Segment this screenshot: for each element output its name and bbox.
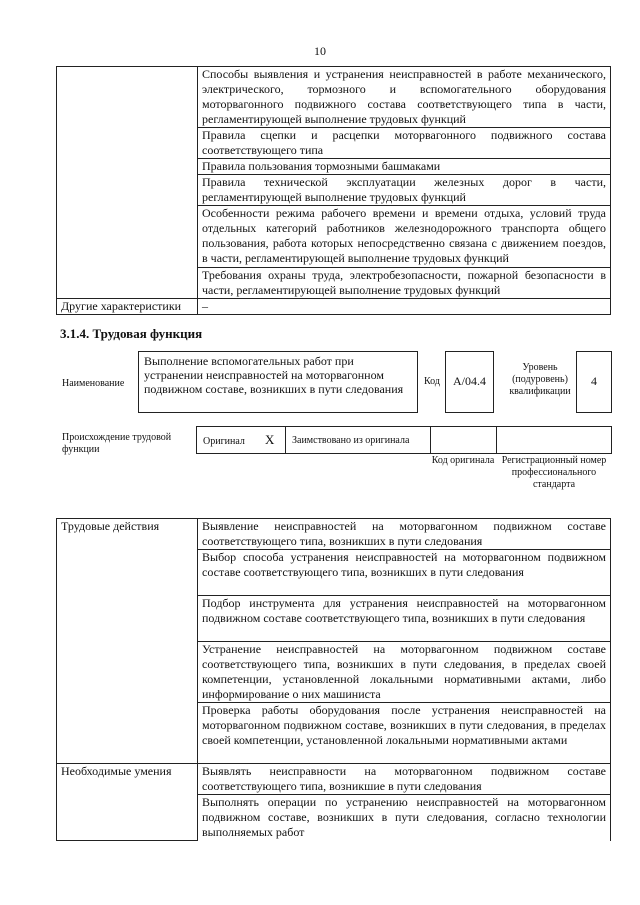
actions-table (56, 518, 611, 841)
borrowed-label: Заимствовано из оригинала (292, 435, 410, 446)
knowledge-table (56, 66, 611, 315)
knowledge-item: Способы выявления и устранения неисправностей в работе механического, электрического, тормозного и вспомогательного оборудования моторвагонного подвижного состава соответствующего типа в части, регламентирующей выполнение трудовых функций (198, 67, 611, 128)
registration-number-cell (496, 426, 612, 454)
code-value: A/04.4 (453, 374, 486, 388)
knowledge-item: Правила пользования тормозными башмаками (198, 159, 611, 175)
level-label: Уровень (подуровень) квалификации (509, 362, 571, 397)
skill-item: Выявлять неисправности на моторвагонном подвижном составе соответствующего типа, возникшие в пути следования (198, 764, 611, 795)
name-value: Выполнение вспомогательных работ при устранении неисправностей на моторвагонном подвижном составе, возникших в пути следования (144, 354, 404, 396)
page-number: 10 (314, 44, 326, 58)
labor-action-item: Выявление неисправностей на моторвагонном подвижном составе соответствующего типа, возникших в пути следования (198, 519, 611, 550)
knowledge-label-cell (57, 67, 198, 299)
level-box (576, 351, 612, 413)
original-label: Оригинал (203, 436, 245, 447)
registration-number-caption: Регистрационный номер профессионального стандарта (501, 455, 607, 490)
labor-actions-label: Трудовые действия (57, 519, 198, 764)
name-box (138, 351, 418, 413)
knowledge-item: Правила технической эксплуатации железных дорог в части, регламентирующей выполнение трудовых функций (198, 175, 611, 206)
code-box (445, 351, 494, 413)
labor-action-item: Проверка работы оборудования после устранения неисправностей на моторвагонном подвижном составе, возникших в пути следования, в пределах своей компетенции, установленной локальными нормативными актами (198, 703, 611, 764)
skill-item: Выполнять операции по устранению неисправностей на моторвагонном подвижном составе, возникших в пути следования, согласно технологии выполняемых работ (198, 795, 611, 841)
labor-action-item: Выбор способа устранения неисправностей на моторвагонном подвижном составе соответствующего типа, возникших в пути следования (198, 550, 611, 596)
original-code-cell (430, 426, 498, 454)
name-label: Наименование (62, 378, 125, 389)
required-skills-label: Необходимые умения (57, 764, 198, 841)
section-heading: 3.1.4. Трудовая функция (60, 326, 203, 341)
knowledge-item: Требования охраны труда, электробезопасности, пожарной безопасности в части, регламентирующей выполнение трудовых функций (198, 268, 611, 299)
other-characteristics-value: – (198, 299, 611, 315)
origin-label: Происхождение трудовой функции (62, 432, 172, 455)
labor-action-item: Подбор инструмента для устранения неисправностей на моторвагонном подвижном составе соответствующего типа, возникших в пути следования (198, 596, 611, 642)
code-label: Код (424, 376, 440, 387)
other-characteristics-label: Другие характеристики (57, 299, 198, 315)
labor-action-item: Устранение неисправностей на моторвагонном подвижном составе соответствующего типа, возникших в пути следования, в пределах своей компетенции, установленной локальными нормативными актами, либо информирование о них машиниста (198, 642, 611, 703)
original-cell (196, 426, 287, 454)
original-code-caption: Код оригинала (431, 455, 495, 466)
level-value: 4 (591, 374, 597, 388)
knowledge-item: Особенности режима рабочего времени и времени отдыха, условий труда отдельных категорий работников железнодорожного транспорта общего пользования, работа которых непосредственно связана с движением поездов, в части, регламентирующей выполнение трудовых функций (198, 206, 611, 268)
borrowed-cell (285, 426, 432, 454)
knowledge-item: Правила сцепки и расцепки моторвагонного подвижного состава соответствующего типа (198, 128, 611, 159)
original-mark: Х (265, 432, 275, 447)
